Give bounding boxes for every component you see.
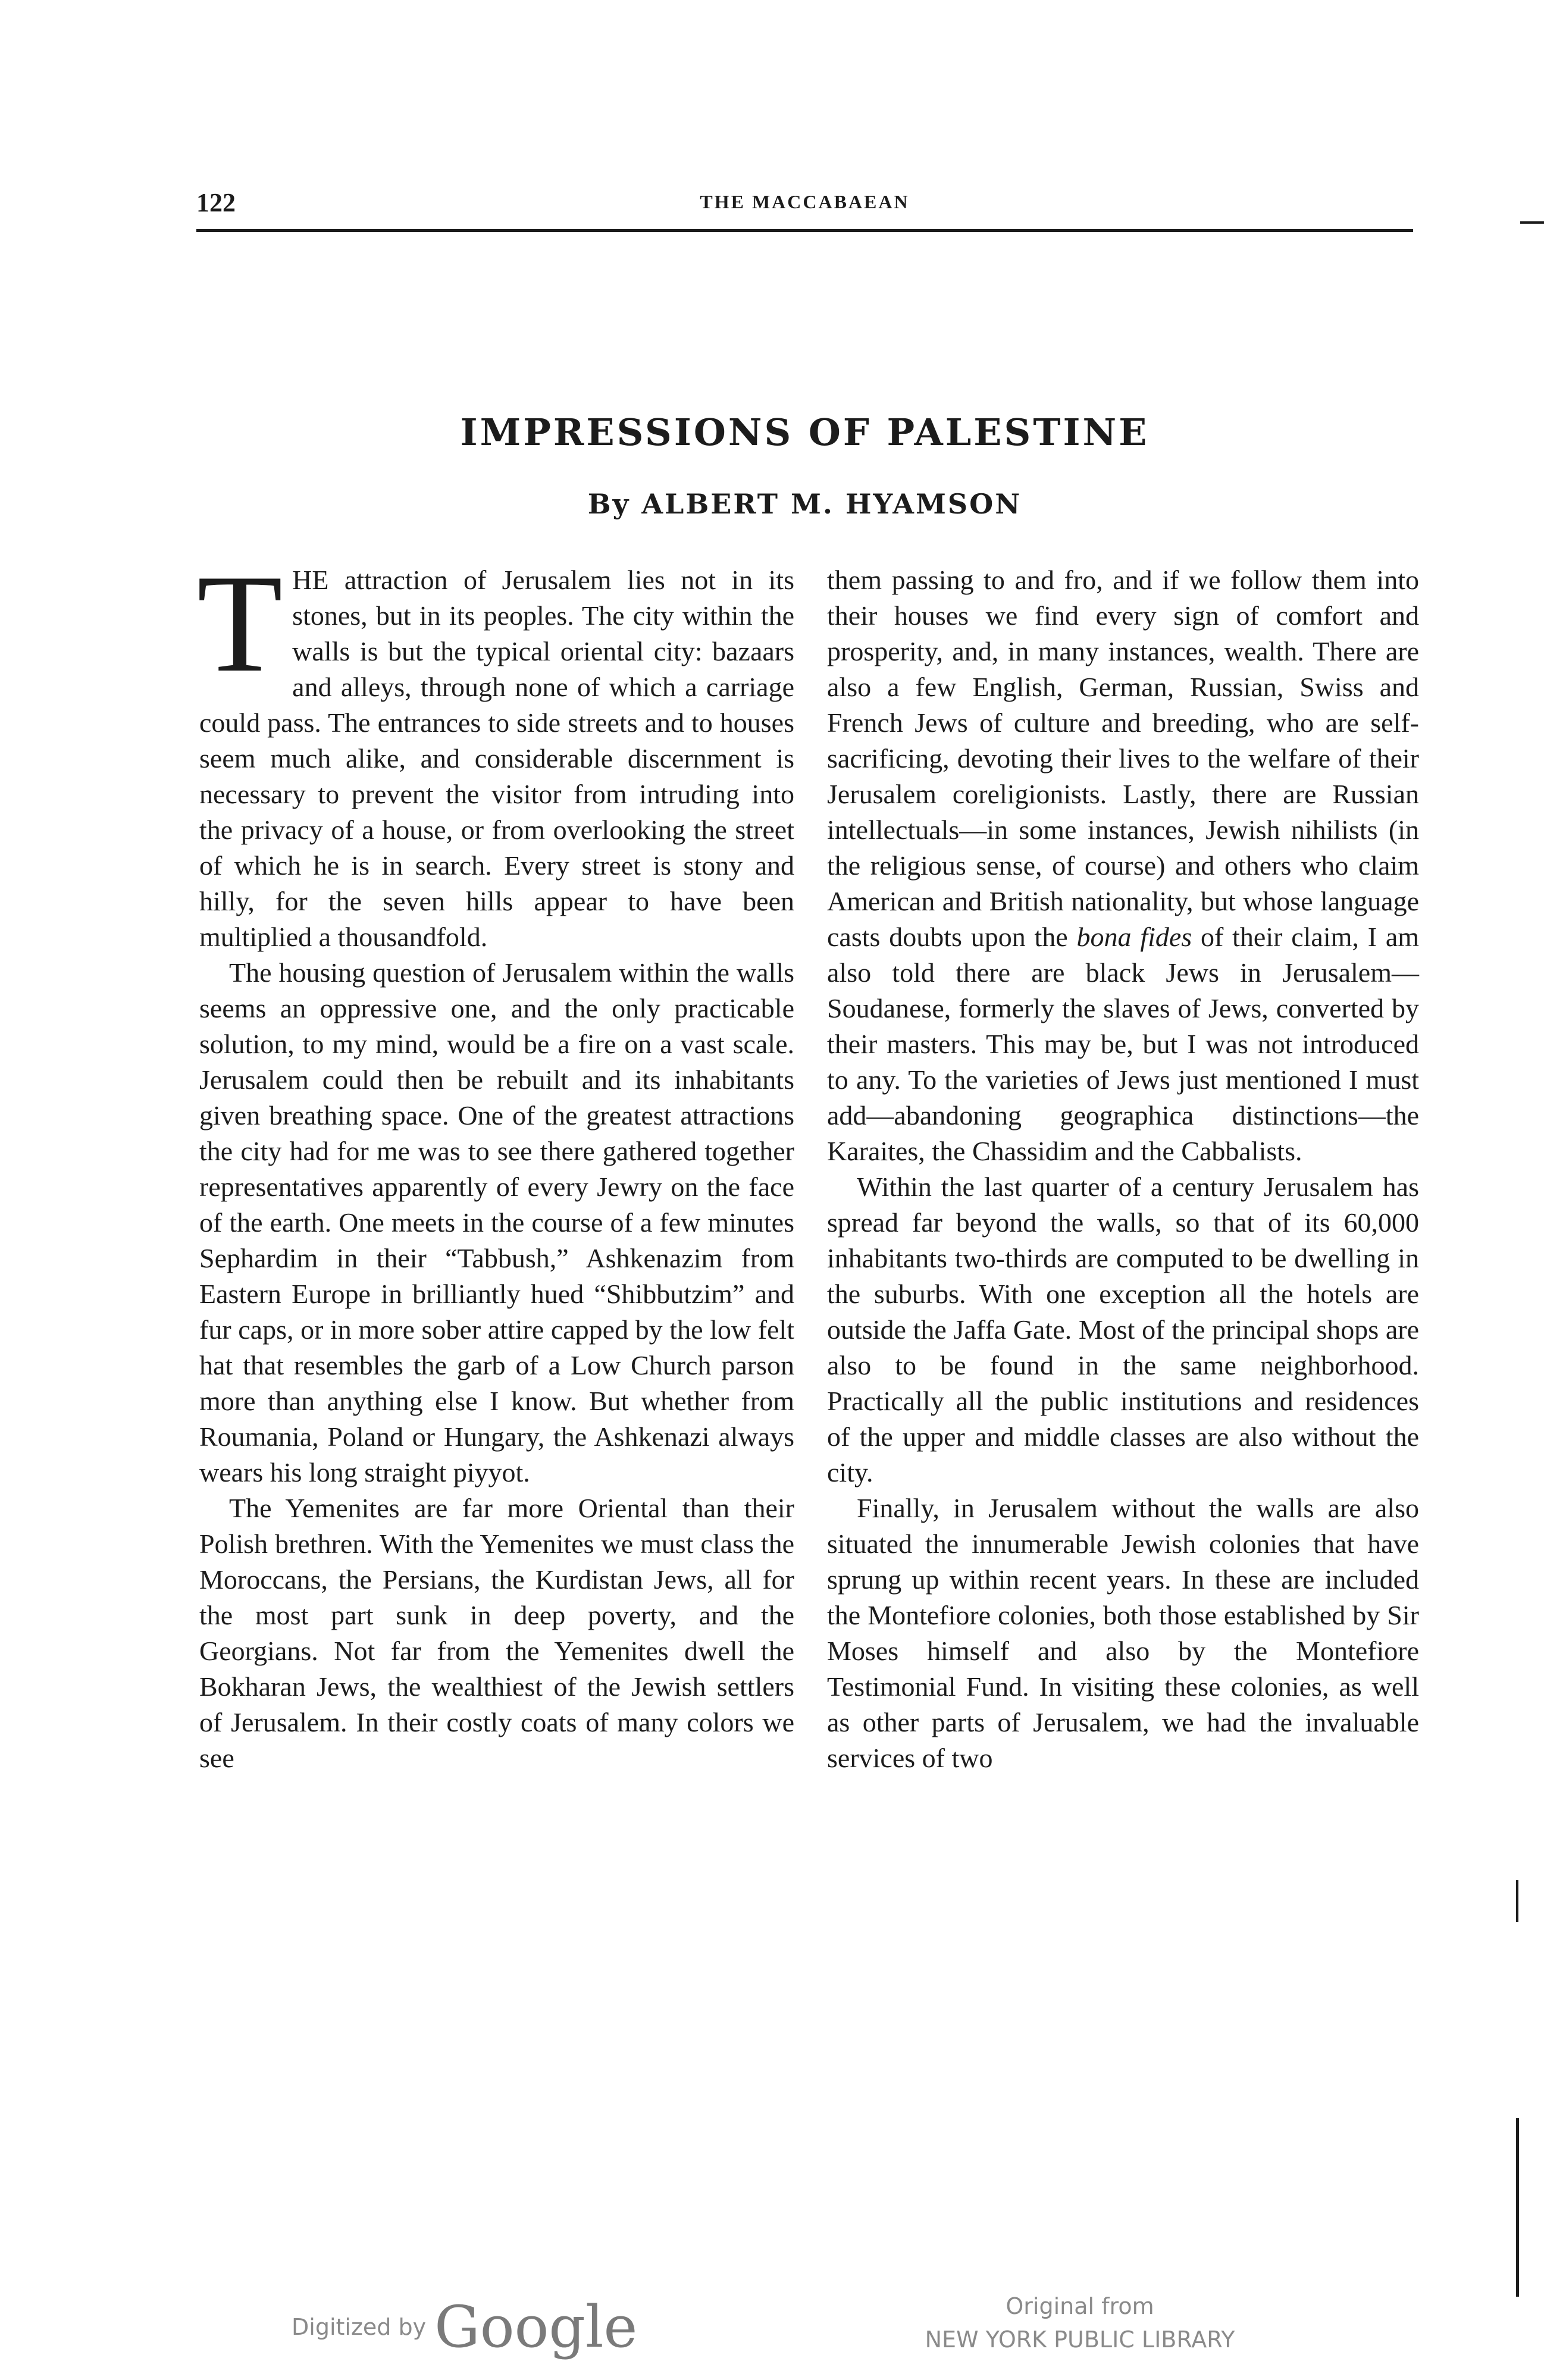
- page-edge-mark: [1516, 2118, 1519, 2297]
- page-edge-mark: [1516, 1880, 1518, 1922]
- paragraph-text: them passing to and fro, and if we follow them into their houses we find every sign of comfort and prosperity, and, in many instances, wealth. There are also a few English, German, Russian, Swiss and French Jews of culture and breeding, who are self-sacrificing, devoting their lives to the welfare of their Jerusalem coreligionists. Lastly, there are Russian intellectuals—in some instances, Jewish nihilists (in the religious sense, of course) and others who claim American and British nationality, but whose language casts doubts upon the: [827, 565, 1419, 952]
- library-name: NEW YORK PUBLIC LIBRARY: [925, 2326, 1235, 2353]
- italic-phrase: bona fides: [1076, 922, 1192, 952]
- digitized-by-label: Digitized by: [292, 2314, 427, 2340]
- original-from-label: Original from: [1006, 2293, 1154, 2319]
- paragraph: [197, 546, 794, 955]
- paragraph-text: of their claim, I am also told there are black Jews in Jerusalem—Soudanese, formerly the slaves of Jews, converted by their masters. This may be, but I was not introduced to any. To the varieties of Jews just mentioned I must add—abandoning geographica distinctions—the Karaites, the Chassidim and the Cabbalists.: [827, 922, 1420, 1166]
- paragraph: The Yemenites are far more Oriental than their Polish brethren. With the Yemenites we must class the Moroccans, the Persians, the Kurdistan Jews, all for the most part sunk in deep poverty, and the Georgians. Not far from the Yemenites dwell the Bokharan Jews, the wealthiest of the Jewish settlers of Jerusalem. In their costly coats of many colors we see: [199, 1493, 794, 1773]
- page-number: 122: [196, 188, 236, 217]
- article-title: IMPRESSIONS OF PALESTINE: [460, 411, 1150, 454]
- header-rule: [196, 229, 1413, 232]
- source-library-note: [895, 2290, 1264, 2356]
- journal-title: THE MACCABAEAN: [700, 191, 910, 212]
- paragraph: [827, 562, 1419, 1169]
- running-head: [196, 187, 1413, 223]
- paragraph: The housing question of Jerusalem within the walls seems an oppressive one, and the only practicable solution, to my mind, would be a fire on a vast scale. Jerusalem could then be rebuilt and its inhabitants given breathing space. One of the greatest attractions the city had for me was to see there gathered together representatives apparently of every Jewry on the face of the earth. One meets in the course of a few minutes Sephardim in their “Tabbush,” Ashkenazim from Eastern Europe in brilliantly hued “Shibbutzim” and fur caps, or in more sober attire capped by the low felt hat that resembles the garb of a Low Church parson more than anything else I know. But whether from Roumania, Poland or Hungary, the Ashkenazi always wears his long straight piyyot.: [199, 957, 794, 1488]
- page-edge-mark: [1520, 221, 1544, 224]
- google-logo: Google: [434, 2294, 638, 2360]
- paragraph: Finally, in Jerusalem without the walls are also situated the innumerable Jewish colonies that have sprung up within recent years. In these are included the Montefiore colonies, both those established by Sir Moses himself and also by the Montefiore Testimonial Fund. In visiting these colonies, as well as other parts of Jerusalem, we had the invaluable services of two: [827, 1493, 1419, 1773]
- drop-cap: T: [197, 546, 283, 702]
- digitized-by-watermark: [292, 2294, 637, 2360]
- paragraph: Within the last quarter of a century Jerusalem has spread far beyond the walls, so that of its 60,000 inhabitants two-thirds are computed to be dwelling in the suburbs. With one exception all the hotels are outside the Jaffa Gate. Most of the principal shops are also to be found in the same neighborhood. Practically all the public institutions and residences of the upper and middle classes are also without the city.: [827, 1172, 1419, 1488]
- left-column: [197, 546, 794, 1776]
- byline: By ALBERT M. HYAMSON: [587, 488, 1022, 520]
- right-column: [827, 562, 1419, 1776]
- paragraph-text: HE attraction of Jerusalem lies not in its stones, but in its peoples. The city within the walls is but the typical oriental city: bazaars and alleys, through none of which a carriage could pass. The entrances to side streets and to houses seem much alike, and considerable discernment is necessary to prevent the visitor from intruding into the privacy of a house, or from overlooking the street of which he is in search. Every street is stony and hilly, for the seven hills appear to have been multiplied a thousandfold.: [199, 565, 794, 952]
